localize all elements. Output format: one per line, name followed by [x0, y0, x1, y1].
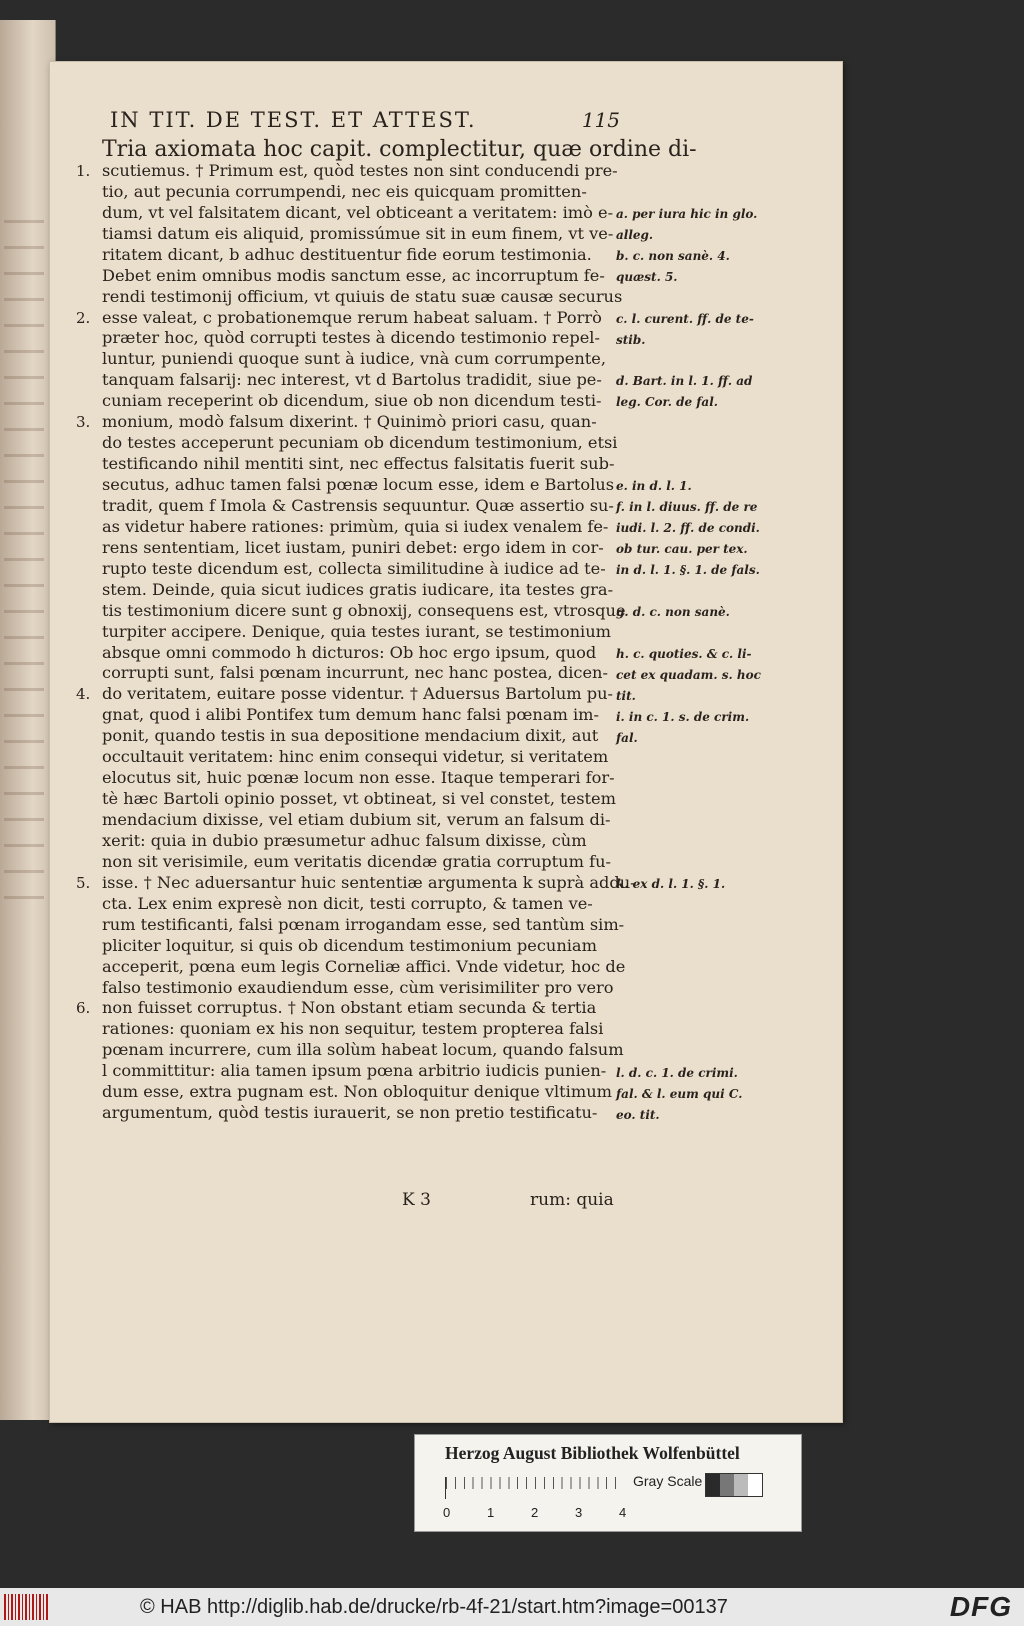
line-text: stem. Deinde, quia sicut iudices gratis iudicare, ita testes gra- — [102, 579, 614, 599]
text-line — [102, 266, 622, 287]
marginal-note: iudi. l. 2. ff. de condi. — [616, 521, 760, 536]
text-line — [76, 998, 622, 1019]
text-line — [102, 203, 622, 224]
marginal-note: e. in d. l. 1. — [616, 479, 692, 494]
text-line — [102, 433, 622, 454]
line-text: rupto teste dicendum est, collecta similitudine à iudice ad te- — [102, 558, 606, 578]
text-line — [102, 349, 622, 370]
text-line — [102, 831, 622, 852]
line-text: præter hoc, quòd corrupti testes à dicendo testimonio repel- — [102, 328, 600, 348]
line-text: do testes acceperunt pecuniam ob dicendum testimonium, etsi — [102, 433, 618, 453]
line-text: argumentum, quòd testis iurauerit, se non pretio testificatu- — [102, 1103, 598, 1123]
marginal-note: h. c. quoties. & c. li- — [616, 646, 752, 661]
marginal-note: a. per iura hic in glo. — [616, 206, 758, 221]
line-text: non sit verisimile, eum veritatis dicendæ gratia corruptum fu- — [102, 851, 611, 871]
footer-bar — [0, 1588, 1024, 1626]
text-line — [102, 328, 622, 349]
line-text: pœnam incurrere, cum illa solùm habeat locum, quando falsum — [102, 1040, 624, 1060]
line-text: testificando nihil mentiti sint, nec effectus falsitatis fuerit sub- — [102, 454, 615, 474]
ruler-number: 0 — [443, 1505, 451, 1520]
text-line — [76, 872, 636, 894]
text-line — [102, 956, 626, 978]
text-line — [102, 622, 622, 643]
barcode-icon — [4, 1594, 50, 1620]
section-number: 3. — [76, 413, 91, 432]
text-line — [102, 1040, 622, 1061]
section-number: 4. — [76, 685, 91, 704]
text-line — [102, 768, 622, 789]
ruler-number: 2 — [531, 1505, 539, 1520]
ruler — [445, 1477, 624, 1499]
text-line — [102, 538, 622, 559]
text-line — [102, 245, 622, 266]
text-line — [102, 747, 622, 768]
adjacent-page-text — [4, 220, 44, 920]
line-text: Debet enim omnibus modis sanctum esse, ac incorruptum fe- — [102, 265, 605, 285]
line-text: tè hæc Bartoli opinio posset, vt obtineat, si vel constet, testem — [102, 789, 616, 809]
running-head — [110, 108, 620, 132]
line-text: tradit, quem f Imola & Castrensis sequuntur. Quæ assertio su- — [102, 495, 614, 515]
line-text: turpiter accipere. Denique, quia testes iurant, se testimonium — [102, 621, 611, 641]
signature-mark: K 3 — [402, 1190, 431, 1210]
marginal-note: g. d. c. non sanè. — [616, 604, 730, 619]
section-number: 1. — [76, 161, 91, 180]
line-text: dum, vt vel falsitatem dicant, vel obticeant a veritatem: imò e- — [102, 202, 614, 222]
text-line — [102, 810, 622, 831]
dfg-logo: DFG — [949, 1591, 1012, 1622]
line-text: rendi testimonij officium, vt quiuis de statu suæ causæ securus — [102, 286, 623, 306]
marginal-note: c. l. curent. ff. de te- — [616, 311, 754, 326]
section-number: 5. — [76, 873, 91, 892]
text-line — [102, 1061, 622, 1082]
text-line — [102, 936, 622, 957]
marginal-note: l. d. c. 1. de crimi. — [616, 1065, 738, 1080]
line-text: non fuisset corruptus. † Non obstant etiam secunda & tertia — [102, 998, 597, 1018]
text-line — [102, 789, 622, 810]
page-number: 115 — [581, 108, 620, 132]
line-text: Tria axiomata hoc capit. complectitur, quæ ordine di- — [102, 137, 697, 162]
running-title: IN TIT. DE TEST. ET ATTEST. — [110, 108, 477, 132]
catchword: rum: quia — [530, 1190, 614, 1210]
marginal-note: cet ex quadam. s. hoc — [616, 667, 761, 682]
adjacent-page-edge — [0, 20, 56, 1420]
line-text: pliciter loquitur, si quis ob dicendum testimonium pecuniam — [102, 935, 597, 955]
marginal-note: eo. tit. — [616, 1107, 660, 1122]
line-text: monium, modò falsum dixerint. † Quinimò priori casu, quan- — [102, 412, 597, 432]
text-line — [102, 1019, 622, 1040]
text-line — [102, 580, 622, 601]
text-line — [102, 726, 622, 747]
marginal-note: alleg. — [616, 227, 654, 242]
gray-scale-label: Gray Scale — [633, 1473, 703, 1489]
ruler-number: 4 — [619, 1505, 627, 1520]
line-text: rens sententiam, licet iustam, puniri debet: ergo idem in cor- — [102, 537, 604, 557]
text-line — [102, 1103, 622, 1124]
line-text: do veritatem, euitare posse videntur. † Aduersus Bartolum pu- — [102, 684, 614, 704]
line-text: elocutus sit, huic pœnæ locum non esse. Itaque temperari for- — [102, 768, 615, 788]
marginal-note: fal. — [616, 730, 638, 745]
line-text: esse valeat, c probationemque rerum habeat saluam. † Porrò — [102, 307, 602, 327]
marginal-note: leg. Cor. de fal. — [616, 395, 718, 410]
color-scale-card — [414, 1434, 802, 1532]
ruler-number: 3 — [575, 1505, 583, 1520]
line-text: acceperit, pœna eum legis Corneliæ affici. Vnde videtur, hoc de — [102, 956, 626, 976]
text-line — [102, 182, 622, 203]
footer-link[interactable]: © HAB http://diglib.hab.de/drucke/rb-4f-21/start.htm?image=00137 — [140, 1595, 728, 1618]
marginal-note: i. in c. 1. s. de crim. — [616, 709, 750, 724]
text-line — [76, 412, 622, 433]
text-line — [102, 663, 622, 684]
library-name: Herzog August Bibliothek Wolfenbüttel — [445, 1443, 740, 1463]
text-line — [102, 517, 622, 538]
gray-scale-bar — [705, 1473, 763, 1497]
line-text: absque omni commodo h dicturos: Ob hoc ergo ipsum, quod — [102, 642, 597, 662]
text-line — [102, 643, 622, 664]
line-text: falso testimonio exaudiendum esse, cùm verisimiliter pro vero — [102, 977, 614, 997]
text-line — [102, 137, 697, 162]
text-line — [76, 684, 622, 705]
text-line — [76, 160, 622, 182]
line-text: scutiemus. † Primum est, quòd testes non sint conducendi pre- — [102, 160, 618, 180]
marginal-note: f. in l. diuus. ff. de re — [616, 500, 758, 515]
line-text: tio, aut pecunia corrumpendi, nec eis quicquam promitten- — [102, 181, 587, 201]
line-text: tis testimonium dicere sunt g obnoxij, consequens est, vtrosque — [102, 600, 626, 620]
text-line — [102, 1082, 622, 1103]
text-line — [102, 454, 622, 475]
marginal-note: in d. l. 1. §. 1. de fals. — [616, 563, 760, 577]
line-text: cuniam receperint ob dicendum, siue ob non dicendum testi- — [102, 391, 602, 411]
line-text: ponit, quando testis in sua depositione mendacium dixit, aut — [102, 726, 599, 746]
line-text: ritatem dicant, b adhuc destituentur fide eorum testimonia. — [102, 244, 592, 264]
section-number: 6. — [76, 999, 91, 1018]
text-line — [102, 705, 622, 726]
ruler-number: 1 — [487, 1505, 495, 1520]
line-text: xerit: quia in dubio præsumetur adhuc falsum dixisse, cùm — [102, 830, 587, 850]
line-text: luntur, puniendi quoque sunt à iudice, vnà cum corrumpente, — [102, 349, 607, 369]
marginal-note: quæst. 5. — [616, 269, 678, 284]
text-line — [102, 978, 622, 999]
line-text: rum testificanti, falsi pœnam irrogandam esse, sed tantùm sim- — [102, 914, 625, 934]
text-line — [102, 852, 622, 873]
text-line — [102, 559, 622, 580]
text-line — [102, 475, 622, 496]
line-text: l committitur: alia tamen ipsum pœna arbitrio iudicis punien- — [102, 1061, 607, 1081]
text-line — [102, 914, 625, 936]
line-text: cta. Lex enim expresè non dicit, testi corrupto, & tamen ve- — [102, 893, 593, 913]
line-text: secutus, adhuc tamen falsi pœnæ locum esse, idem e Bartolus — [102, 475, 615, 494]
line-text: tanquam falsarij: nec interest, vt d Bartolus tradidit, siue pe- — [102, 370, 602, 390]
line-text: mendacium dixisse, vel etiam dubium sit, verum an falsum di- — [102, 810, 611, 829]
line-text: corrupti sunt, falsi pœnam incurrunt, nec hanc postea, dicen- — [102, 663, 608, 683]
text-line — [102, 600, 626, 622]
text-line — [102, 370, 622, 391]
text-line — [102, 391, 622, 412]
text-line — [102, 894, 622, 915]
marginal-note: b. c. non sanè. 4. — [616, 248, 730, 263]
text-line — [102, 224, 622, 245]
marginal-note: k. ex d. l. 1. §. 1. — [616, 877, 726, 892]
marginal-note: stib. — [616, 332, 646, 347]
line-text: occultauit veritatem: hinc enim consequi videtur, si veritatem — [102, 747, 609, 767]
line-text: as videtur habere rationes: primùm, quia si iudex venalem fe- — [102, 516, 609, 536]
line-text: rationes: quoniam ex his non sequitur, testem propterea falsi — [102, 1019, 604, 1039]
text-line — [76, 307, 622, 329]
line-text: dum esse, extra pugnam est. Non obloquitur denique vltimum — [102, 1082, 612, 1102]
marginal-note: fal. & l. eum qui C. — [616, 1086, 743, 1101]
text-line — [102, 287, 622, 308]
marginal-note: tit. — [616, 688, 636, 703]
text-line — [102, 496, 622, 517]
marginal-note: d. Bart. in l. 1. ff. ad — [616, 374, 753, 389]
line-text: tiamsi datum eis aliquid, promissúmue sit in eum finem, vt ve- — [102, 223, 614, 243]
line-text: isse. † Nec aduersantur huic sententiæ argumenta k suprà addu- — [102, 872, 636, 892]
line-text: gnat, quod i alibi Pontifex tum demum hanc falsi pœnam im- — [102, 705, 599, 725]
marginal-note: ob tur. cau. per tex. — [616, 542, 748, 557]
section-number: 2. — [76, 308, 91, 327]
